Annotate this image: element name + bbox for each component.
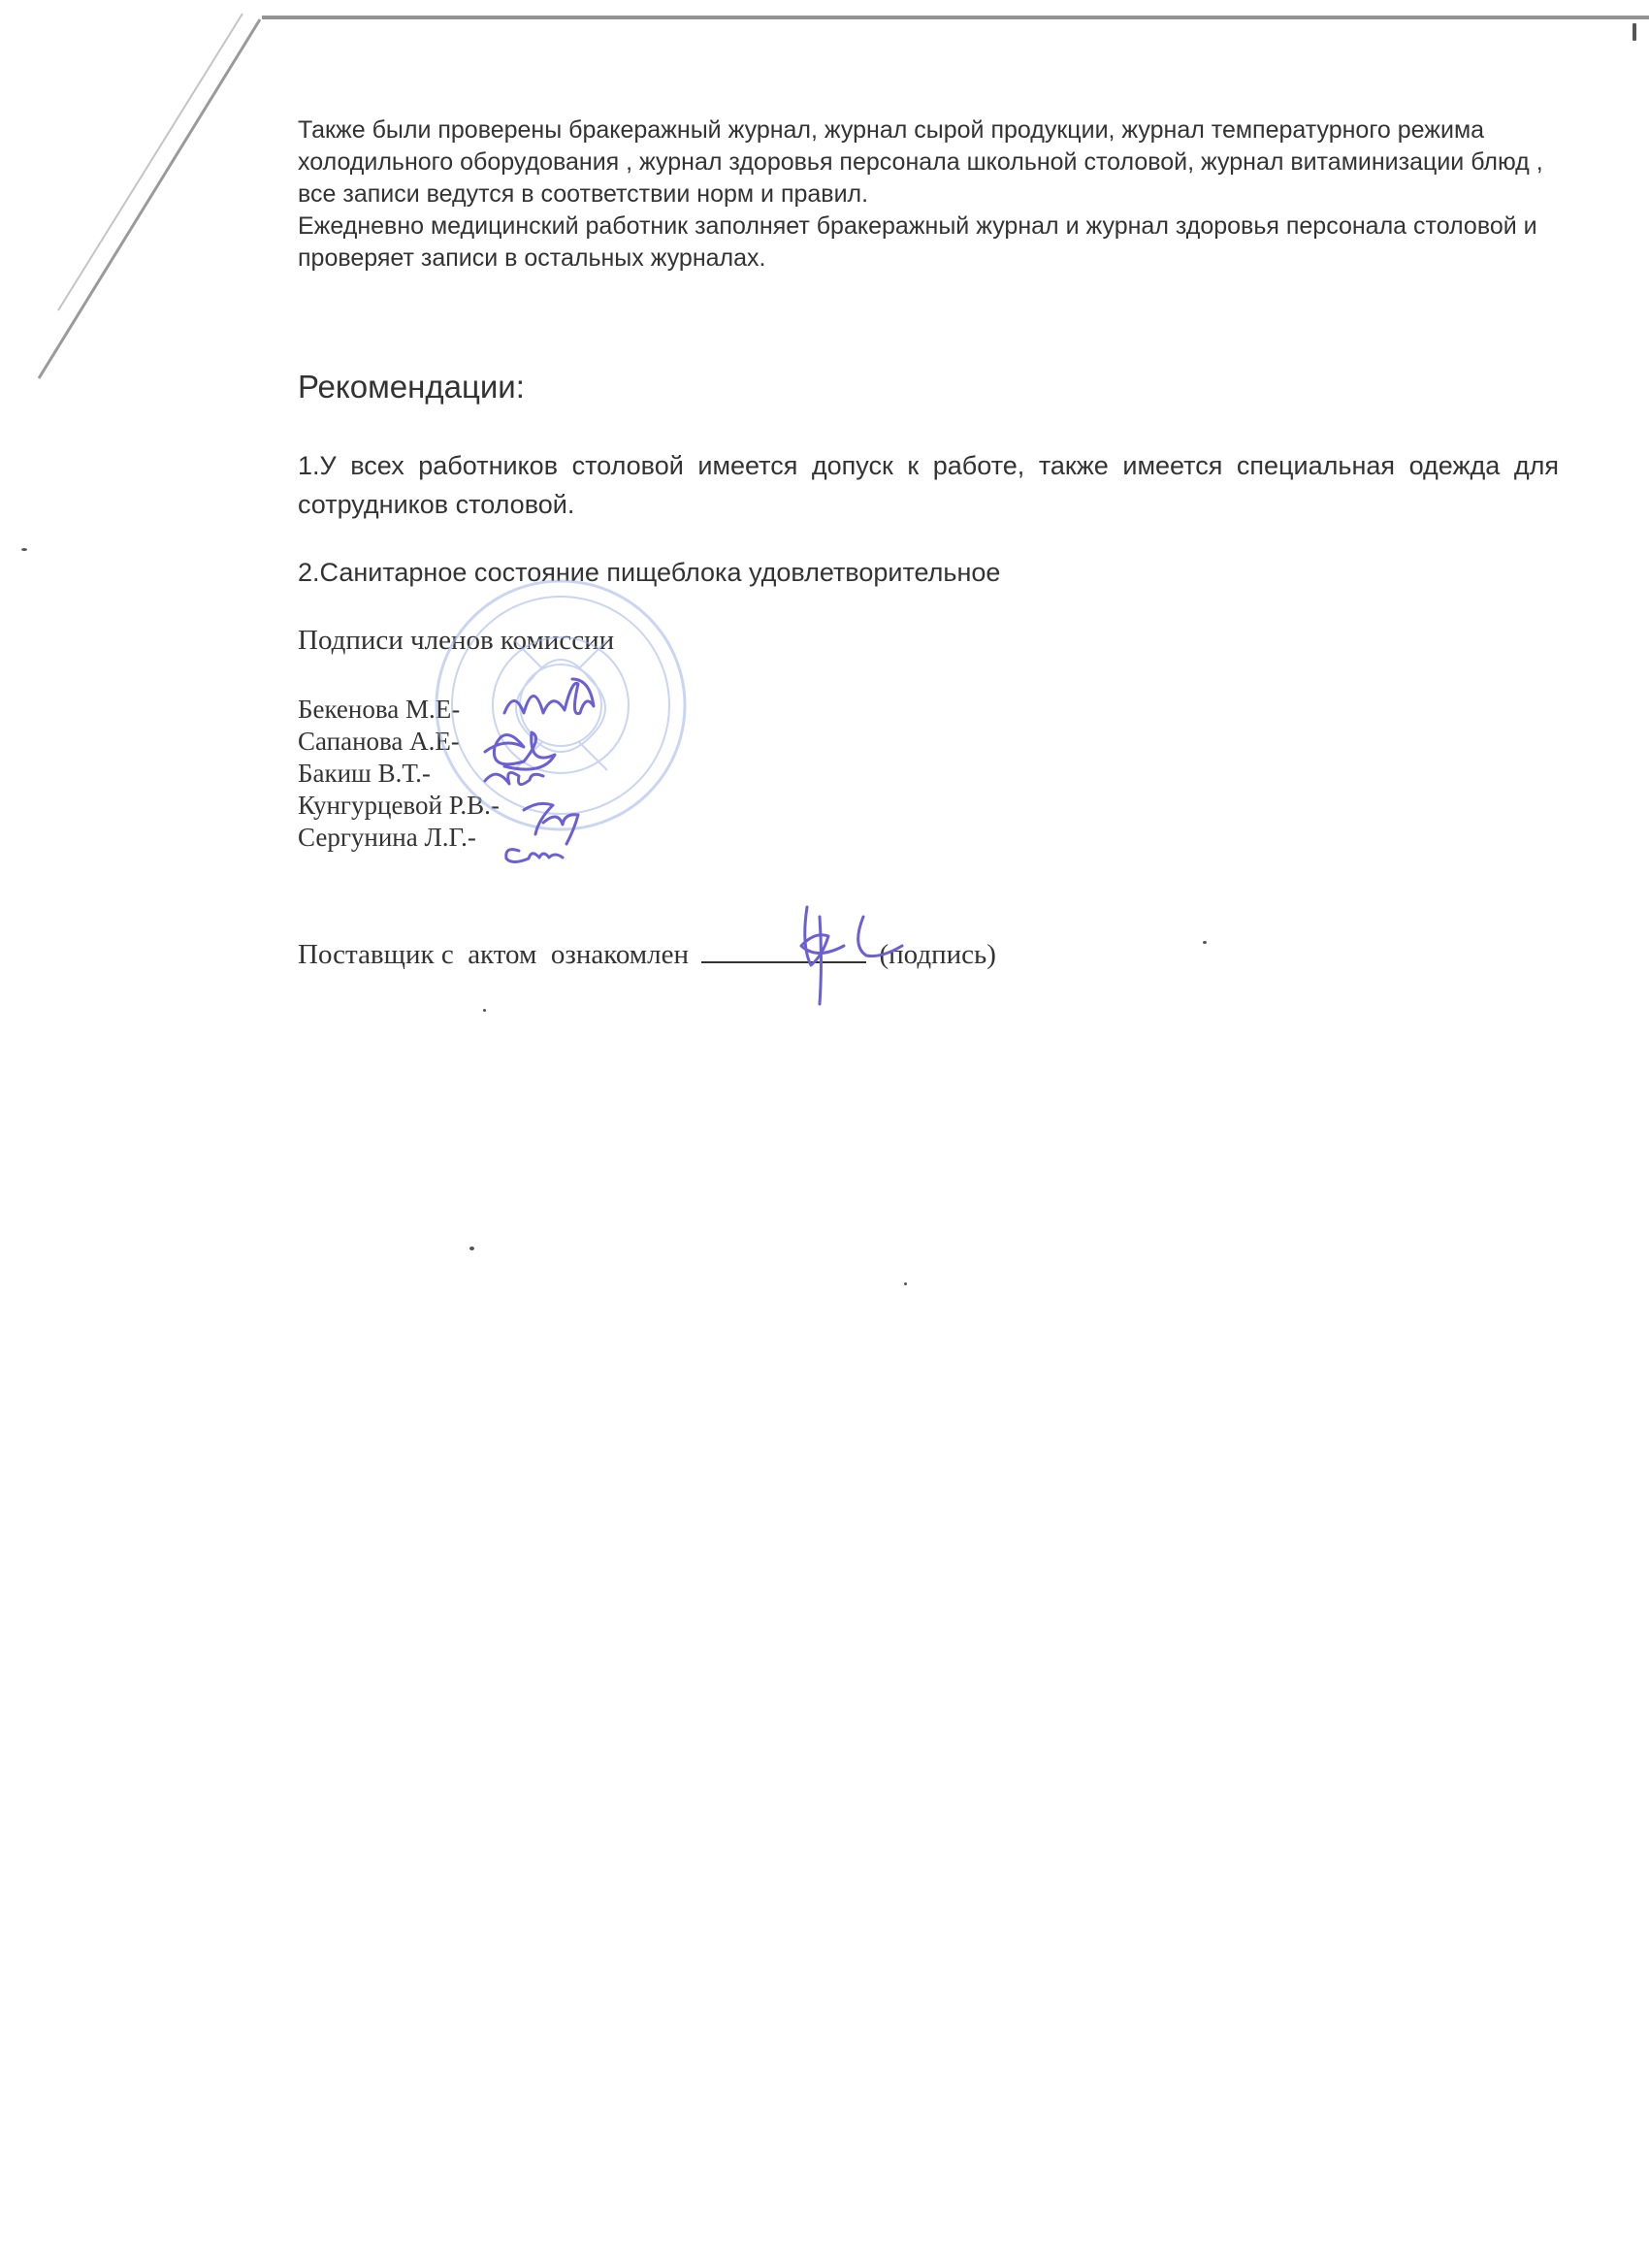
scan-edge-top: [262, 16, 1649, 19]
signer-1: Бекенова М.Е-: [298, 695, 461, 724]
signatures-title: Подписи членов комиссии: [298, 625, 615, 656]
scan-speck: [1203, 941, 1207, 944]
recommendation-item-1: 1.У всех работников столовой имеется допуск к работе, также имеется специальная одежда для сотрудников столовой.: [298, 451, 1559, 519]
recommendations-heading: Рекомендации:: [298, 369, 525, 405]
intro-text: [298, 114, 1578, 275]
supplier-acknowledgement: [298, 939, 996, 971]
intro-paragraph-journals: Также были проверены бракеражный журнал, журнал сырой продукции, журнал температурного режима холодильного оборудования , журнал здоровья персонала школьной столовой, журнал витаминизации блюд , все записи ведутся в соответствии норм и правил.: [298, 116, 1543, 208]
scan-speck: [469, 1247, 474, 1250]
signer-4: Кунгурцевой Р.В.-: [298, 791, 500, 820]
signature-line: [701, 940, 866, 963]
scan-speck: [1633, 23, 1636, 41]
recommendation-item-2: 2.Санитарное состояние пищеблока удовлетворительное: [298, 558, 1001, 587]
intro-paragraph-daily: Ежедневно медицинский работник заполняет бракеражный журнал и журнал здоровья персонала столовой и проверяет записи в остальных журналах.: [298, 212, 1537, 272]
scan-speck: [904, 1282, 907, 1285]
signature-1: [504, 679, 594, 714]
signers-list: [298, 694, 500, 854]
signature-note: (подпись): [879, 939, 996, 970]
scan-edge-slant: [0, 0, 291, 407]
signer-2: Сапанова А.Е-: [298, 727, 460, 756]
signer-3: Бакиш В.Т.-: [298, 759, 431, 788]
scan-speck: [483, 1009, 486, 1012]
signer-5: Сергунина Л.Г.-: [298, 823, 476, 852]
scan-speck: [21, 548, 27, 551]
signature-4: [524, 803, 578, 844]
supplier-text: Поставщик с актом ознакомлен: [298, 939, 689, 970]
signature-5: [506, 850, 563, 862]
